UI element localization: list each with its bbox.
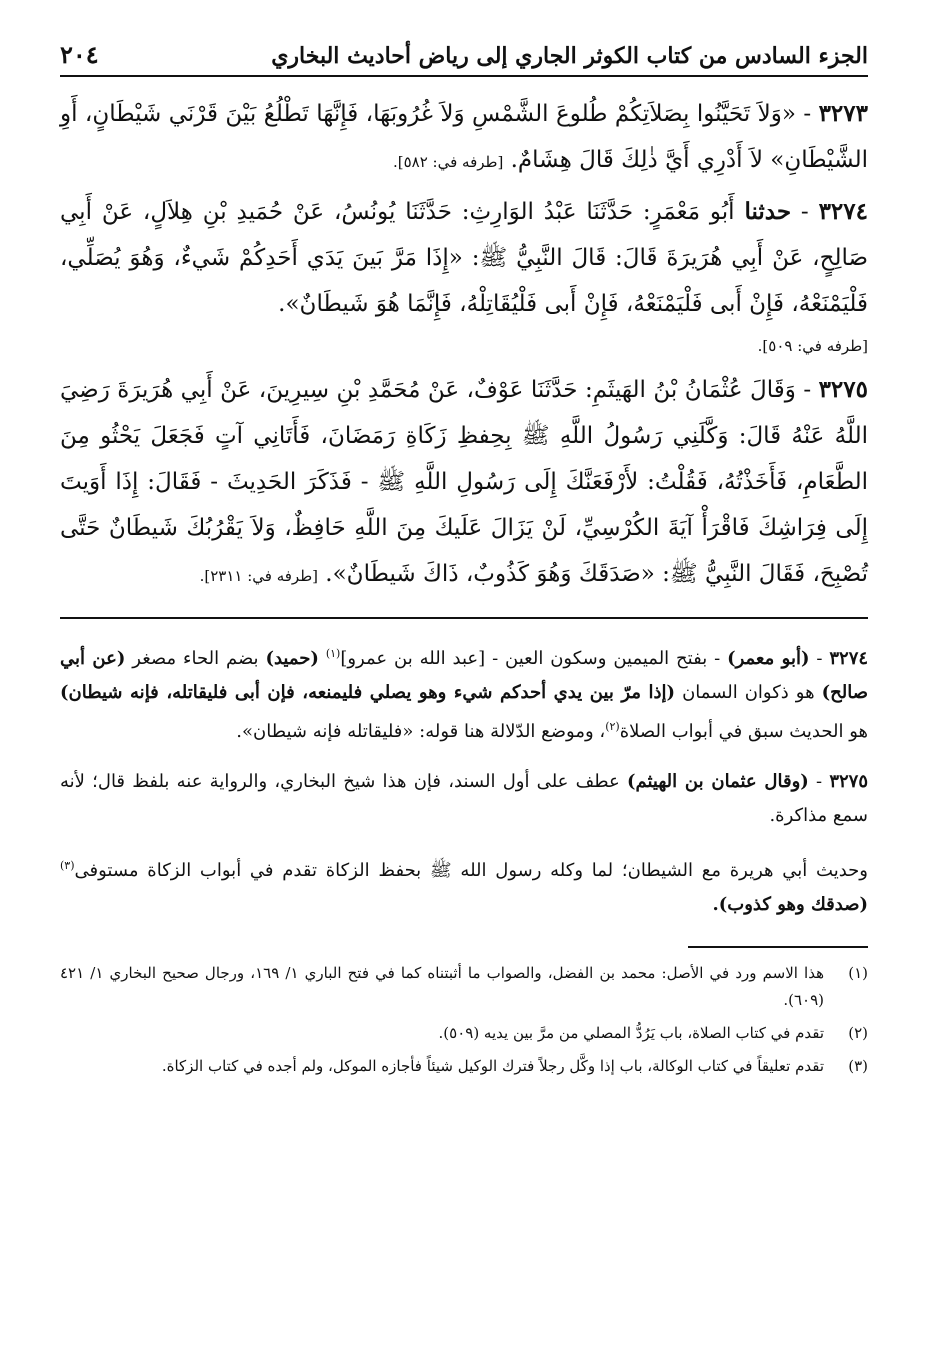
- footnote-number: (١): [848, 964, 868, 982]
- footnote-divider: [688, 946, 868, 948]
- hadith-tarf: [طرفه في: ٥٠٩].: [757, 337, 868, 355]
- commentary-text: عطف على أول السند، فإن هذا شيخ البخاري، والرواية عنه بلفظ قال؛ لأنه سمع مذاكرة.: [60, 771, 868, 826]
- hadith-3273: ٣٢٧٣ - «وَلاَ تَحَيَّنُوا بِصَلاَتِكُمْ طُلوعَ الشَّمْسِ وَلاَ غُرُوبَهَا، فَإِنَّهَا تَطْلُعُ بَيْنَ قَرْنَي شَيْطَانٍ، أَوِ الشَّيْطَانِ» لاَ أَدْرِي أَيَّ ذٰلِكَ قَالَ هِشَامٌ. [طرفه في: ٥٨٢].: [60, 100, 868, 173]
- hadith-text: [60, 91, 868, 599]
- commentary-hadith-shaitan: [60, 849, 868, 922]
- hadith-body: «وَلاَ تَحَيَّنُوا بِصَلاَتِكُمْ طُلوعَ الشَّمْسِ وَلاَ غُرُوبَهَا، فَإِنَّهَا تَطْلُعُ بَيْنَ قَرْنَي شَيْطَانٍ، أَوِ الشَّيْطَانِ» لاَ أَدْرِي أَيَّ ذٰلِكَ قَالَ هِشَامٌ.: [60, 101, 868, 173]
- commentary: [60, 637, 868, 922]
- hadith-tarf: [طرفه في: ٥٨٢].: [392, 153, 504, 171]
- hadith-number: ٣٢٧٥: [818, 376, 868, 403]
- footnote-text: تقدم تعليقاً في كتاب الوكالة، باب إذا وكَّل رجلاً فترك الوكيل شيئاً فأجازه الموكل، ولم أجده في كتاب الزكاة.: [161, 1057, 824, 1075]
- commentary-text: بفتح الميمين وسكون العين - [عبد الله بن عمرو]: [340, 648, 708, 669]
- commentary-number: ٣٢٧٤: [829, 648, 869, 669]
- commentary-term: (إذا مرّ بين يدي أحدكم شيء وهو يصلي فليمنعه، فإن أبى فليقاتله، فإنه شيطان): [60, 682, 676, 703]
- commentary-term: (أبو معمر): [727, 648, 810, 669]
- commentary-text: وحديث أبي هريرة مع الشيطان؛ لما وكله رسول الله ﷺ بحفظ الزكاة تقدم في أبواب الزكاة مستوفى: [74, 860, 868, 881]
- footnote: [60, 960, 868, 1014]
- footnote-text: هذا الاسم ورد في الأصل: محمد بن الفضل، والصواب ما أثبتناه كما في فتح الباري ١/ ١٦٩، ورجال صحيح البخاري ١/ ٤٢١ (٦٠٩).: [60, 964, 824, 1009]
- commentary-term: (حميد): [265, 648, 319, 669]
- running-header: [60, 40, 868, 77]
- footnote-ref[interactable]: (١): [325, 647, 341, 660]
- text-commentary-divider: [60, 617, 868, 619]
- hadith-tarf: [طرفه في: ٢٣١١].: [199, 567, 318, 585]
- footnote: [60, 1020, 868, 1047]
- commentary-text: بضم الحاء مصغر: [132, 648, 259, 669]
- hadith-lead: حدثنا: [744, 198, 792, 225]
- footnote: [60, 1053, 868, 1080]
- footnote-text: تقدم في كتاب الصلاة، باب يَرُدُّ المصلي من مرَّ بين يديه (٥٠٩).: [438, 1024, 824, 1042]
- commentary-term: (صدقك وهو كذوب).: [712, 894, 868, 915]
- footnote-number: (٣): [848, 1057, 868, 1075]
- hadith-number: ٣٢٧٣: [818, 100, 868, 127]
- hadith-body: وَقَالَ عُثْمَانُ بْنُ الهَيثَمِ: حَدَّثَنَا عَوْفٌ، عَنْ مُحَمَّدِ بْنِ سِيرِينَ، عَنْ أَبِي هُرَيرَةَ رَضِيَ اللَّهُ عَنْهُ قَالَ: وَكَّلَنِي رَسُولُ اللَّهِ ﷺ بِحِفظِ زَكَاةِ رَمَضَانَ، فَأَتَانِي آتٍ فَجَعَلَ يَحْثُو مِنَ الطَّعَامِ، فَأَخَذْتُهُ، فَقُلْتُ: لأَرْفَعَنَّكَ إِلَى رَسُولِ اللَّهِ ﷺ - فَذَكَرَ الحَدِيثَ - فَقَالَ: إِذَا أَوَيتَ إِلَى فِرَاشِكَ فَاقْرَأْ آيَةَ الكُرْسِيِّ، لَنْ يَزَالَ عَلَيكَ مِنَ اللَّهِ حَافِظٌ، وَلاَ يَقْرُبُكَ شَيطَانٌ حَتَّى تُصْبِحَ، فَقَالَ النَّبِيُّ ﷺ: «صَدَقَكَ وَهُوَ كَذُوبٌ، ذَاكَ شَيطَانٌ».: [60, 377, 868, 587]
- footnote-ref[interactable]: (٢): [605, 720, 620, 733]
- commentary-number: ٣٢٧٥: [829, 771, 868, 792]
- footnotes: [60, 960, 868, 1080]
- commentary-3274: ٣٢٧٤ - (أبو معمر) - بفتح الميمين وسكون العين - [عبد الله بن عمرو]$^{(١)}$ (حميد) بضم الحاء مصغر (عن أبي صالح) هو ذكوان السمان (إذا مرّ بين يدي أحدكم شيء وهو يصلي فليمنعه، فإن أبى فليقاتله، فإنه شيطان) هو الحديث سبق في أبواب الصلاة$^{(٢)}$، وموضع الدّلالة هنا قوله: «فليقاتله فإنه شيطان».: [60, 647, 869, 742]
- commentary-text: هو الحديث سبق في أبواب الصلاة: [619, 721, 868, 742]
- hadith-body: أَبُو مَعْمَرٍ: حَدَّثَنَا عَبْدُ الوَارِثِ: حَدَّثَنَا يُونُسُ، عَنْ حُمَيدِ بْنِ هِلاَلٍ، عَنْ أَبِي صَالِحٍ، عَنْ أَبِي هُرَيرَةَ قَالَ: قَالَ النَّبِيُّ ﷺ: «إِذَا مَرَّ بَينَ يَدَي أَحَدِكُمْ شَيءٌ، وَهُوَ يُصَلِّي، فَلْيَمْنَعْهُ، فَإِنْ أَبى فَلْيَمْنَعْهُ، فَإِنْ أَبى فَلْيُقَاتِلْهُ، فَإِنَّمَا هُوَ شَيطَانٌ».: [60, 199, 868, 317]
- commentary-text: ، وموضع الدّلالة هنا قوله: «فليقاتله فإنه شيطان».: [236, 721, 606, 742]
- commentary-term: (عن أبي صالح): [60, 648, 868, 703]
- footnote-number: (٢): [848, 1024, 868, 1042]
- hadith-3274: ٣٢٧٤ - حدثنا أَبُو مَعْمَرٍ: حَدَّثَنَا عَبْدُ الوَارِثِ: حَدَّثَنَا يُونُسُ، عَنْ حُمَيدِ بْنِ هِلاَلٍ، عَنْ أَبِي صَالِحٍ، عَنْ أَبِي هُرَيرَةَ قَالَ: قَالَ النَّبِيُّ ﷺ: «إِذَا مَرَّ بَينَ يَدَي أَحَدِكُمْ شَيءٌ، وَهُوَ يُصَلِّي، فَلْيَمْنَعْهُ، فَإِنْ أَبى فَلْيَمْنَعْهُ، فَإِنْ أَبى فَلْيُقَاتِلْهُ، فَإِنَّمَا هُوَ شَيطَانٌ».: [60, 198, 868, 317]
- hadith-3275: ٣٢٧٥ - وَقَالَ عُثْمَانُ بْنُ الهَيثَمِ: حَدَّثَنَا عَوْفٌ، عَنْ مُحَمَّدِ بْنِ سِيرِينَ، عَنْ أَبِي هُرَيرَةَ رَضِيَ اللَّهُ عَنْهُ قَالَ: وَكَّلَنِي رَسُولُ اللَّهِ ﷺ بِحِفظِ زَكَاةِ رَمَضَانَ، فَأَتَانِي آتٍ فَجَعَلَ يَحْثُو مِنَ الطَّعَامِ، فَأَخَذْتُهُ، فَقُلْتُ: لأَرْفَعَنَّكَ إِلَى رَسُولِ اللَّهِ ﷺ - فَذَكَرَ الحَدِيثَ - فَقَالَ: إِذَا أَوَيتَ إِلَى فِرَاشِكَ فَاقْرَأْ آيَةَ الكُرْسِيِّ، لَنْ يَزَالَ عَلَيكَ مِنَ اللَّهِ حَافِظٌ، وَلاَ يَقْرُبُكَ شَيطَانٌ حَتَّى تُصْبِحَ، فَقَالَ النَّبِيُّ ﷺ: «صَدَقَكَ وَهُوَ كَذُوبٌ، ذَاكَ شَيطَانٌ». [طرفه في: ٢٣١١].: [60, 376, 868, 587]
- hadith-number: ٣٢٧٤: [818, 198, 868, 225]
- page: [60, 40, 868, 1086]
- commentary-term: (وقال عثمان بن الهيثم): [626, 771, 809, 792]
- footnote-ref[interactable]: (٣): [60, 859, 75, 872]
- commentary-text: هو ذكوان السمان: [682, 682, 815, 703]
- page-number: ٢٠٤: [60, 40, 99, 69]
- book-title: الجزء السادس من كتاب الكوثر الجاري إلى رياض أحاديث البخاري: [271, 43, 868, 69]
- commentary-3275: ٣٢٧٥ - (وقال عثمان بن الهيثم) عطف على أول السند، فإن هذا شيخ البخاري، والرواية عنه بلفظ قال؛ لأنه سمع مذاكرة.: [60, 771, 868, 826]
